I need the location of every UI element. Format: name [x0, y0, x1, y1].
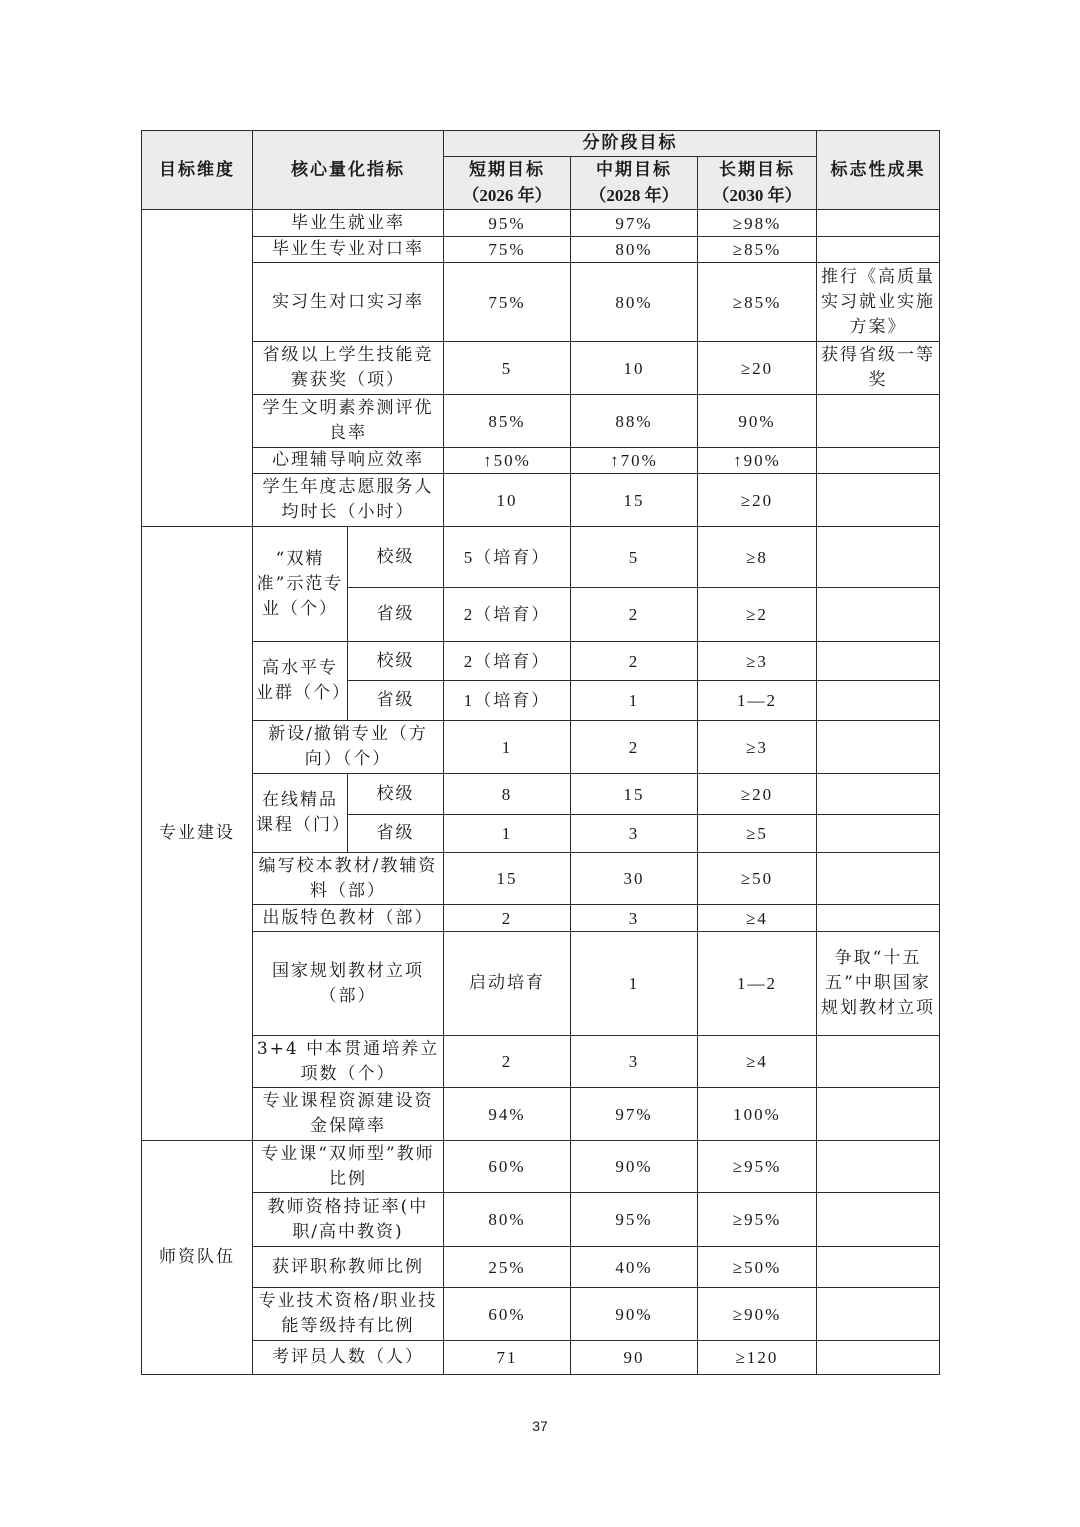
- section-major: 专业建设: [142, 527, 253, 1141]
- phased-goals-table: [141, 130, 940, 1375]
- outcome-cell: [817, 1141, 940, 1193]
- long-term-cell: ≥50: [698, 853, 817, 905]
- long-term-cell: 1—2: [698, 932, 817, 1036]
- long-term-cell: ≥95%: [698, 1141, 817, 1193]
- long-term-cell: ≥120: [698, 1341, 817, 1375]
- short-term-cell: 60%: [444, 1288, 571, 1341]
- long-term-cell: 90%: [698, 395, 817, 448]
- long-term-cell: ≥50%: [698, 1247, 817, 1288]
- mid-term-cell: ↑70%: [571, 448, 698, 474]
- short-term-cell: 95%: [444, 210, 571, 237]
- outcome-cell: 争取“十五五”中职国家规划教材立项: [817, 932, 940, 1036]
- outcome-cell: [817, 642, 940, 681]
- table-row: [142, 721, 940, 774]
- long-term-cell: ≥8: [698, 527, 817, 588]
- table-row: [142, 1247, 940, 1288]
- mid-term-cell: 88%: [571, 395, 698, 448]
- table-row: [142, 905, 940, 932]
- section-students: [142, 210, 253, 527]
- indicator-cell: 实习生对口实习率: [253, 263, 444, 342]
- indicator-cell: 专业技术资格/职业技能等级持有比例: [253, 1288, 444, 1341]
- level-cell: 省级: [348, 588, 444, 642]
- short-term-cell: 60%: [444, 1141, 571, 1193]
- long-term-cell: ≥20: [698, 774, 817, 815]
- outcome-cell: [817, 721, 940, 774]
- outcome-cell: 推行《高质量实习就业实施方案》: [817, 263, 940, 342]
- short-term-cell: 80%: [444, 1193, 571, 1247]
- indicator-cell: 考评员人数（人）: [253, 1341, 444, 1375]
- long-term-cell: ≥5: [698, 815, 817, 853]
- long-term-cell: ≥3: [698, 642, 817, 681]
- header-indicator: 核心量化指标: [253, 131, 444, 210]
- indicator-cell: 学生文明素养测评优良率: [253, 395, 444, 448]
- table-row: [142, 474, 940, 527]
- short-term-cell: 2（培育）: [444, 642, 571, 681]
- indicator-cell: 3+4 中本贯通培养立项数（个）: [253, 1036, 444, 1088]
- outcome-cell: [817, 1193, 940, 1247]
- long-term-cell: ↑90%: [698, 448, 817, 474]
- level-cell: 校级: [348, 774, 444, 815]
- mid-term-cell: 90: [571, 1341, 698, 1375]
- outcome-cell: [817, 448, 940, 474]
- short-term-cell: 启动培育: [444, 932, 571, 1036]
- outcome-cell: [817, 815, 940, 853]
- long-term-cell: ≥95%: [698, 1193, 817, 1247]
- outcome-cell: [817, 474, 940, 527]
- long-term-cell: ≥85%: [698, 263, 817, 342]
- mid-term-cell: 3: [571, 905, 698, 932]
- table-row: [142, 1341, 940, 1375]
- outcome-cell: [817, 210, 940, 237]
- table-row: [142, 1141, 940, 1193]
- long-term-cell: ≥3: [698, 721, 817, 774]
- long-term-cell: ≥4: [698, 1036, 817, 1088]
- outcome-cell: [817, 1288, 940, 1341]
- outcome-cell: [817, 681, 940, 721]
- short-term-cell: 2: [444, 905, 571, 932]
- long-term-cell: ≥2: [698, 588, 817, 642]
- short-term-cell: 75%: [444, 263, 571, 342]
- mid-term-cell: 1: [571, 681, 698, 721]
- indicator-cell: 新设/撤销专业（方向）（个）: [253, 721, 444, 774]
- level-cell: 校级: [348, 527, 444, 588]
- long-term-cell: ≥98%: [698, 210, 817, 237]
- indicator-cell: 学生年度志愿服务人均时长（小时）: [253, 474, 444, 527]
- short-term-cell: 25%: [444, 1247, 571, 1288]
- indicator-cell: “双精准”示范专业（个）: [253, 527, 348, 642]
- section-teachers: 师资队伍: [142, 1141, 253, 1375]
- outcome-cell: [817, 1088, 940, 1141]
- mid-term-cell: 1: [571, 932, 698, 1036]
- indicator-cell: 编写校本教材/教辅资料（部）: [253, 853, 444, 905]
- table-row: [142, 1288, 940, 1341]
- short-term-cell: 10: [444, 474, 571, 527]
- long-term-cell: ≥85%: [698, 237, 817, 263]
- table-row: [142, 1193, 940, 1247]
- mid-term-cell: 3: [571, 1036, 698, 1088]
- mid-term-cell: 30: [571, 853, 698, 905]
- table-row: [142, 395, 940, 448]
- level-cell: 校级: [348, 642, 444, 681]
- table-row: [142, 642, 940, 681]
- short-term-cell: 71: [444, 1341, 571, 1375]
- mid-term-cell: 2: [571, 721, 698, 774]
- table-row: [142, 342, 940, 395]
- table-row: [142, 1088, 940, 1141]
- outcome-cell: [817, 527, 940, 588]
- header-long-term: 长期目标 （2030 年）: [698, 157, 817, 210]
- mid-term-cell: 80%: [571, 263, 698, 342]
- outcome-cell: [817, 237, 940, 263]
- table-row: [142, 210, 940, 237]
- level-cell: 省级: [348, 815, 444, 853]
- indicator-cell: 国家规划教材立项（部）: [253, 932, 444, 1036]
- indicator-cell: 获评职称教师比例: [253, 1247, 444, 1288]
- long-term-cell: 100%: [698, 1088, 817, 1141]
- mid-term-cell: 95%: [571, 1193, 698, 1247]
- outcome-cell: [817, 905, 940, 932]
- short-term-cell: 1: [444, 721, 571, 774]
- mid-term-cell: 5: [571, 527, 698, 588]
- outcome-cell: [817, 588, 940, 642]
- mid-term-cell: 2: [571, 642, 698, 681]
- short-term-cell: 75%: [444, 237, 571, 263]
- page-number: 37: [532, 1418, 548, 1434]
- short-term-cell: 94%: [444, 1088, 571, 1141]
- indicator-cell: 专业课“双师型”教师比例: [253, 1141, 444, 1193]
- mid-term-cell: 80%: [571, 237, 698, 263]
- indicator-cell: 出版特色教材（部）: [253, 905, 444, 932]
- indicator-cell: 教师资格持证率(中职/高中教资): [253, 1193, 444, 1247]
- mid-term-cell: 97%: [571, 210, 698, 237]
- header-stage-group: 分阶段目标: [444, 131, 817, 157]
- mid-term-cell: 15: [571, 474, 698, 527]
- table-row: [142, 853, 940, 905]
- indicator-cell: 毕业生专业对口率: [253, 237, 444, 263]
- outcome-cell: [817, 1036, 940, 1088]
- table-row: [142, 527, 940, 588]
- indicator-cell: 毕业生就业率: [253, 210, 444, 237]
- table-row: [142, 1036, 940, 1088]
- mid-term-cell: 3: [571, 815, 698, 853]
- short-term-cell: 5（培育）: [444, 527, 571, 588]
- header-short-term: 短期目标 （2026 年）: [444, 157, 571, 210]
- short-term-cell: 2（培育）: [444, 588, 571, 642]
- long-term-cell: ≥20: [698, 342, 817, 395]
- outcome-cell: [817, 1341, 940, 1375]
- table-row: [142, 932, 940, 1036]
- table-row: [142, 774, 940, 815]
- header-outcome: 标志性成果: [817, 131, 940, 210]
- indicator-cell: 专业课程资源建设资金保障率: [253, 1088, 444, 1141]
- level-cell: 省级: [348, 681, 444, 721]
- header-mid-term: 中期目标 （2028 年）: [571, 157, 698, 210]
- table-row: [142, 448, 940, 474]
- indicator-cell: 在线精品课程（门）: [253, 774, 348, 853]
- header-row: [142, 131, 940, 157]
- long-term-cell: ≥4: [698, 905, 817, 932]
- mid-term-cell: 15: [571, 774, 698, 815]
- mid-term-cell: 90%: [571, 1288, 698, 1341]
- mid-term-cell: 2: [571, 588, 698, 642]
- short-term-cell: 1: [444, 815, 571, 853]
- indicator-cell: 心理辅导响应效率: [253, 448, 444, 474]
- header-dimension: 目标维度: [142, 131, 253, 210]
- short-term-cell: 8: [444, 774, 571, 815]
- short-term-cell: 85%: [444, 395, 571, 448]
- mid-term-cell: 90%: [571, 1141, 698, 1193]
- long-term-cell: 1—2: [698, 681, 817, 721]
- short-term-cell: ↑50%: [444, 448, 571, 474]
- short-term-cell: 5: [444, 342, 571, 395]
- table-row: [142, 263, 940, 342]
- indicator-cell: 省级以上学生技能竞赛获奖（项）: [253, 342, 444, 395]
- table-row: [142, 237, 940, 263]
- short-term-cell: 15: [444, 853, 571, 905]
- outcome-cell: [817, 774, 940, 815]
- mid-term-cell: 10: [571, 342, 698, 395]
- long-term-cell: ≥90%: [698, 1288, 817, 1341]
- outcome-cell: [817, 395, 940, 448]
- mid-term-cell: 97%: [571, 1088, 698, 1141]
- short-term-cell: 1（培育）: [444, 681, 571, 721]
- outcome-cell: [817, 853, 940, 905]
- short-term-cell: 2: [444, 1036, 571, 1088]
- outcome-cell: [817, 1247, 940, 1288]
- indicator-cell: 高水平专业群（个）: [253, 642, 348, 721]
- long-term-cell: ≥20: [698, 474, 817, 527]
- mid-term-cell: 40%: [571, 1247, 698, 1288]
- outcome-cell: 获得省级一等奖: [817, 342, 940, 395]
